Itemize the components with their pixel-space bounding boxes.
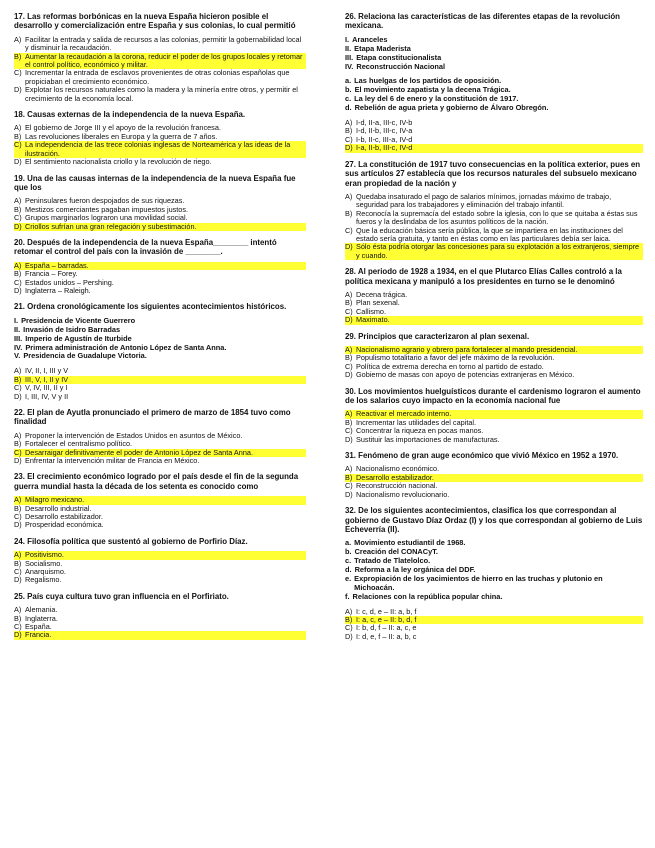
answer-options <box>14 432 306 466</box>
option-letter: A) <box>14 551 25 559</box>
option-text: Política de extrema derecha en torno al partido de estado. <box>356 361 544 371</box>
statement-key: II. <box>14 324 21 334</box>
question-title: 17. Las reformas borbónicas en la nueva España hicieron posible el desarrollo y comercialización entre España y sus colonias, lo cual permitió <box>14 12 296 31</box>
answer-option <box>345 210 643 227</box>
answer-option-correct <box>14 223 306 231</box>
option-text: Prosperidad económica. <box>25 520 104 530</box>
option-letter: B) <box>345 126 353 136</box>
option-letter: C) <box>345 134 353 144</box>
option-letter: A) <box>14 196 22 206</box>
option-text: Sustituir las importaciones de manufacturas. <box>356 434 500 444</box>
question-title: 22. El plan de Ayutla pronunciado el primero de marzo de 1854 tuvo como finalidad <box>14 407 291 427</box>
option-text: Desarrollo industrial. <box>25 503 92 513</box>
option-text: Desarrollo estabilizador. <box>25 512 103 521</box>
question-title: 31. Fenómeno de gran auge económico que vivió México en 1952 a 1970. <box>345 451 619 461</box>
option-text: Alemania. <box>25 605 58 615</box>
question-title: 24. Filosofía política que sustentó al gobierno de Porfirio Díaz. <box>14 536 248 546</box>
option-letter: C) <box>14 213 22 223</box>
option-letter: B) <box>14 269 22 279</box>
option-text: El gobierno de Jorge III y el apoyo de la revolución francesa. <box>25 123 221 133</box>
statement-text: Rebelión de agua prieta y gobierno de Álvaro Obregón. <box>354 103 549 113</box>
statement-text: Invasión de Isidro Barradas <box>23 324 121 334</box>
answer-options <box>14 367 306 401</box>
answer-option <box>345 308 643 316</box>
option-letter: B) <box>14 558 22 568</box>
statement-key: d. <box>345 103 352 113</box>
option-letter: D) <box>345 631 353 641</box>
answer-option <box>14 287 306 295</box>
answer-option <box>345 193 643 210</box>
option-text: I: b, d, f – II: a, c, e <box>356 623 417 633</box>
option-letter: A) <box>14 366 22 376</box>
option-letter: D) <box>14 575 22 585</box>
option-letter: B) <box>345 616 356 624</box>
option-letter: C) <box>345 306 353 316</box>
option-letter: A) <box>345 191 353 201</box>
statement-item <box>345 575 643 593</box>
statement-text: Aranceles <box>352 34 388 44</box>
statement-text: Presidencia de Guadalupe Victoria. <box>23 351 147 361</box>
statement-text: Reforma a la ley orgánica del DDF. <box>354 565 476 575</box>
option-letter: A) <box>14 496 25 504</box>
answer-option <box>14 521 306 529</box>
statement-key: III. <box>14 333 23 343</box>
option-text: España – barradas. <box>25 262 306 270</box>
option-letter: D) <box>345 243 356 260</box>
option-text: Francia – Forey. <box>25 269 78 279</box>
statement-key: II. <box>345 43 352 53</box>
answer-options <box>345 346 643 380</box>
option-text: Milagro mexicano. <box>25 496 306 504</box>
option-letter: A) <box>14 605 22 615</box>
option-letter: A) <box>345 606 353 616</box>
statement-text: Etapa Maderista <box>354 43 411 53</box>
option-text: Decena trágica. <box>356 289 408 299</box>
answer-options <box>14 496 306 530</box>
answer-option <box>14 623 306 631</box>
option-letter: A) <box>345 118 353 128</box>
option-letter: A) <box>345 346 356 354</box>
question-q29 <box>345 332 643 380</box>
question-title: 20. Después de la independencia de la nueva España________ intentó retomar el control del país con la invasión de ________. <box>14 237 277 257</box>
answer-option <box>345 299 643 307</box>
answer-option <box>14 86 306 103</box>
option-letter: B) <box>14 439 22 449</box>
option-letter: C) <box>14 567 22 577</box>
option-letter: D) <box>14 455 22 465</box>
option-letter: C) <box>14 449 25 457</box>
option-text: III, V, I, II y IV <box>25 376 306 384</box>
answer-options <box>345 119 643 153</box>
option-letter: C) <box>345 623 353 633</box>
statement-item <box>345 593 643 602</box>
option-letter: D) <box>345 434 353 444</box>
option-letter: D) <box>345 316 356 324</box>
option-text: Inglaterra. <box>25 613 58 623</box>
answer-option <box>14 393 306 401</box>
option-letter: D) <box>14 285 22 295</box>
answer-option <box>345 436 643 444</box>
option-text: Explotar los recursos naturales como la madera y la minería entre otros, y permitir el crecimiento de la economía local. <box>25 85 298 103</box>
statement-key: d. <box>345 565 352 575</box>
option-letter: D) <box>14 391 22 401</box>
option-letter: C) <box>345 225 353 235</box>
statement-text: El movimiento zapatista y la decena Trágica. <box>354 85 511 95</box>
answer-option-correct <box>14 141 306 158</box>
question-title: 27. La constitución de 1917 tuvo consecuencias en la política exterior, pues en sus artículos 27 establecía que los recursos naturales del subsuelo mexicano eran propiedad de la nación y <box>345 159 641 188</box>
answer-option <box>14 457 306 465</box>
question-title: 26. Relaciona las características de las diferentes etapas de la revolución mexicana. <box>345 12 620 31</box>
option-letter: B) <box>345 353 353 363</box>
answer-option <box>345 227 643 244</box>
option-text: Incrementar la entrada de esclavos provenientes de otras colonias españolas que propiciaban el crecimiento económico. <box>25 68 290 86</box>
question-title: 18. Causas externas de la independencia de la nueva España. <box>14 110 246 120</box>
option-text: Populismo totalitario a favor del jefe máximo de la revolución. <box>356 353 555 363</box>
answer-option <box>345 491 643 499</box>
option-text: Nacionalismo revolucionario. <box>356 489 450 499</box>
answer-options <box>345 465 643 499</box>
statement-key: b. <box>345 85 352 95</box>
option-text: Desarraigar definitivamente el poder de Antonio López de Santa Anna. <box>25 449 306 457</box>
option-letter: D) <box>14 520 22 530</box>
option-letter: C) <box>345 481 353 491</box>
option-letter: D) <box>14 157 22 167</box>
question-title: 23. El crecimiento económico logrado por el país desde el fin de la segunda guerra mundial hasta la década de los setenta es conocido como <box>14 472 299 491</box>
option-letter: B) <box>14 204 22 214</box>
option-text: IV, II, I, III y V <box>25 366 69 376</box>
option-text: El sentimiento nacionalista criollo y la revolución de riego. <box>25 157 212 167</box>
statement-key: c. <box>345 94 352 104</box>
option-text: Enfrentar la intervención militar de Francia en México. <box>25 455 200 465</box>
statement-key: V. <box>14 351 21 361</box>
left-column <box>14 12 306 640</box>
option-text: Nacionalismo económico. <box>356 464 440 474</box>
option-letter: C) <box>345 361 353 371</box>
answer-option-correct <box>14 53 306 70</box>
option-letter: C) <box>14 68 22 78</box>
option-text: I-a, II-b, III-c, IV-d <box>356 144 643 152</box>
answer-option-correct <box>345 144 643 152</box>
option-text: Quedaba insaturado el pago de salarios mínimos, jornadas máximo de trabajo, seguridad para los trabajadores y eliminación del trabajo infantil. <box>356 191 612 210</box>
statement-text: Presidencia de Vicente Guerrero <box>21 315 136 325</box>
question-q26 <box>345 12 643 153</box>
answer-option <box>14 36 306 53</box>
question-q19 <box>14 174 306 231</box>
option-text: Sólo ésta podría otorgar las concesiones para su explotación a los extranjeros, siempre y cuando. <box>356 243 643 260</box>
option-text: Reconocía la supremacía del estado sobre la iglesia, con lo que se quitaba a éstas sus fueros y la deslindaba de los asuntos políticos de la nación. <box>356 208 638 227</box>
statement-key: c. <box>345 556 352 566</box>
answer-option-correct <box>345 316 643 324</box>
option-text: I, III, IV, V y II <box>25 391 69 401</box>
option-text: Fortalecer el centralismo político. <box>25 439 133 449</box>
option-letter: D) <box>14 631 25 639</box>
statement-key: f. <box>345 591 350 601</box>
option-letter: D) <box>14 223 25 231</box>
statement-key: a. <box>345 76 352 86</box>
question-q32 <box>345 506 643 641</box>
option-letter: D) <box>14 85 22 95</box>
answer-options <box>345 193 643 260</box>
option-text: Las revoluciones liberales en Europa y la guerra de 7 años. <box>25 131 218 141</box>
answer-option <box>345 633 643 641</box>
statement-text: Movimiento estudiantil de 1968. <box>354 538 466 548</box>
statement-key: IV. <box>14 342 23 352</box>
option-letter: B) <box>14 613 22 623</box>
question-q18 <box>14 110 306 166</box>
option-letter: C) <box>345 426 353 436</box>
right-column <box>345 12 643 641</box>
statement-key: I. <box>14 315 19 325</box>
statement-text: La ley del 6 de enero y la constitución de 1917. <box>354 94 519 104</box>
statement-item <box>345 63 643 72</box>
answer-option <box>14 158 306 166</box>
option-text: Facilitar la entrada y salida de recursos a las colonias, permitir la gobernabilidad local y disminuir la recaudación. <box>25 34 302 53</box>
question-q24 <box>14 537 306 585</box>
answer-option <box>14 615 306 623</box>
question-q22 <box>14 408 306 465</box>
statement-key: I. <box>345 34 350 44</box>
statement-text: Las huelgas de los partidos de oposición. <box>354 76 502 86</box>
option-text: V, IV, III, II y I <box>25 383 68 393</box>
answer-options <box>345 410 643 444</box>
option-letter: D) <box>345 144 356 152</box>
option-letter: A) <box>345 410 356 418</box>
statement-text: Tratado de Tlatelolco. <box>354 556 431 566</box>
option-letter: C) <box>14 141 25 158</box>
answer-option <box>14 576 306 584</box>
statement-item <box>345 104 643 113</box>
option-letter: B) <box>14 53 25 70</box>
option-text: Francia. <box>25 631 306 639</box>
option-text: Concentrar la riqueza en pocas manos. <box>356 426 484 436</box>
statement-list <box>345 539 643 601</box>
option-text: Criollos sufrían una gran relegación y subestimación. <box>25 223 306 231</box>
statement-text: Reconstrucción Nacional <box>356 61 446 71</box>
option-text: Desarrollo estabilizador. <box>356 474 643 482</box>
option-letter: B) <box>14 503 22 513</box>
option-letter: C) <box>14 277 22 287</box>
option-text: Proponer la intervención de Estados Unidos en asuntos de México. <box>25 430 243 440</box>
statement-key: a. <box>345 538 352 548</box>
option-text: Positivismo. <box>25 551 306 559</box>
statement-key: IV. <box>345 61 354 71</box>
statement-item <box>14 352 306 361</box>
statement-key: e. <box>345 573 352 583</box>
answer-option-correct <box>345 243 643 260</box>
option-text: Regalismo. <box>25 575 62 585</box>
answer-options <box>14 36 306 103</box>
option-letter: C) <box>14 622 22 632</box>
option-text: Maximato. <box>356 316 643 324</box>
statement-text: Expropiación de los yacimientos de hierro en las truchas y plutonio en Michoacán. <box>354 573 603 592</box>
question-q28 <box>345 267 643 324</box>
question-title: 30. Los movimientos huelguísticos durante el cardenismo lograron el aumento de los salarios cuyo impacto en la economía nacional fue <box>345 386 641 406</box>
option-text: Nacionalismo agrario y obrero para fortalecer al mando presidencial. <box>356 346 643 354</box>
option-text: Aumentar la recaudación a la corona, reducir el poder de los grupos locales y retomar el control político, económico y militar. <box>25 53 306 70</box>
option-text: Reactivar el mercado interno. <box>356 410 643 418</box>
option-letter: D) <box>345 370 353 380</box>
option-letter: B) <box>345 208 353 218</box>
statement-list <box>345 36 643 72</box>
question-q27 <box>345 160 643 260</box>
option-text: I-d, II-b, III-c, IV-a <box>356 126 413 136</box>
answer-option-correct <box>14 631 306 639</box>
option-letter: A) <box>345 464 353 474</box>
question-q30 <box>345 387 643 444</box>
option-letter: B) <box>345 474 356 482</box>
question-title: 29. Principios que caracterizaron al plan sexenal. <box>345 331 530 341</box>
option-text: La independencia de las trece colonias inglesas de Norteamérica y las ideas de la ilustración. <box>25 141 306 158</box>
answer-options <box>14 551 306 585</box>
option-text: Peninsulares fueron despojados de sus riquezas. <box>25 196 185 206</box>
question-q17 <box>14 12 306 103</box>
option-text: Callismo. <box>356 306 387 316</box>
statement-text: Primera administración de Antonio López de Santa Anna. <box>25 342 227 352</box>
statement-list <box>345 77 643 113</box>
option-letter: D) <box>345 489 353 499</box>
question-title: 32. De los siguientes acontecimientos, clasifica los que correspondan al gobierno de Gustavo Díaz Ordaz (I) y los que correspondan al gobierno de Luis Echeverría (II). <box>345 506 643 534</box>
answer-option <box>14 69 306 86</box>
statement-list <box>14 317 306 362</box>
option-letter: B) <box>345 417 353 427</box>
statement-text: Creación del CONACyT. <box>354 547 438 557</box>
answer-option <box>345 371 643 379</box>
answer-options <box>14 124 306 166</box>
answer-options <box>14 606 306 640</box>
question-q25 <box>14 592 306 640</box>
option-letter: A) <box>14 430 22 440</box>
answer-options <box>345 291 643 325</box>
statement-text: Imperio de Agustín de Iturbide <box>25 333 132 343</box>
answer-options <box>345 608 643 642</box>
option-text: Grupos marginarlos lograron una movilidad social. <box>25 213 188 223</box>
question-title: 19. Una de las causas internas de la independencia de la nueva España fue que los <box>14 173 296 192</box>
option-letter: C) <box>14 512 22 521</box>
statement-key: III. <box>345 52 354 62</box>
option-letter: B) <box>14 376 25 384</box>
option-text: Gobierno de masas con apoyo de potencias extranjeras en México. <box>356 370 575 380</box>
option-text: Plan sexenal. <box>356 298 400 308</box>
option-text: Anarquismo. <box>25 567 66 577</box>
option-text: Reconstrucción nacional. <box>356 481 438 491</box>
question-q21 <box>14 302 306 401</box>
option-text: Incrementar las utilidades del capital. <box>356 417 477 427</box>
question-title: 21. Ordena cronológicamente los siguientes acontecimientos históricos. <box>14 302 287 312</box>
option-text: Estados unidos – Pershing. <box>25 277 114 287</box>
option-text: I: d, e, f – II: a, b, c <box>356 631 417 641</box>
question-title: 25. País cuya cultura tuvo gran influencia en el Porfiriato. <box>14 591 229 601</box>
option-letter: A) <box>345 289 353 299</box>
statement-text: Relaciones con la república popular china. <box>352 591 503 601</box>
option-text: I: a, c, e – II: b, d, f <box>356 616 643 624</box>
option-text: Mestizos comerciantes pagaban impuestos justos. <box>25 204 189 214</box>
option-letter: A) <box>14 262 25 270</box>
option-text: I: c, d, e – II: a, b, f <box>356 606 417 616</box>
statement-key: b. <box>345 547 352 557</box>
option-text: I-b, II-c, III-a, IV-d <box>356 134 413 144</box>
question-q20 <box>14 238 306 295</box>
question-title: 28. Al periodo de 1928 a 1934, en el que Plutarco Elías Calles controló a la política mexicana y manipuló a los presidentes en turno se le denominó <box>345 267 622 286</box>
option-text: Socialismo. <box>25 558 63 568</box>
question-q31 <box>345 451 643 499</box>
option-letter: A) <box>14 34 22 44</box>
option-letter: B) <box>14 131 22 141</box>
question-q23 <box>14 472 306 529</box>
answer-options <box>14 262 306 296</box>
option-letter: A) <box>14 123 22 133</box>
option-text: España. <box>25 622 52 632</box>
option-letter: B) <box>345 298 353 308</box>
answer-options <box>14 197 306 231</box>
option-text: Que la educación básica sería pública, la que se impartiera en las instituciones del estado sería gratuita, y tanto en éstas como en las particulares debía ser laica. <box>356 225 623 243</box>
option-letter: C) <box>14 383 22 393</box>
option-text: I-d, II-a, III-c, IV-b <box>356 118 413 128</box>
statement-text: Etapa constitucionalista <box>356 52 442 62</box>
option-text: Inglaterra – Raleigh. <box>25 285 91 295</box>
